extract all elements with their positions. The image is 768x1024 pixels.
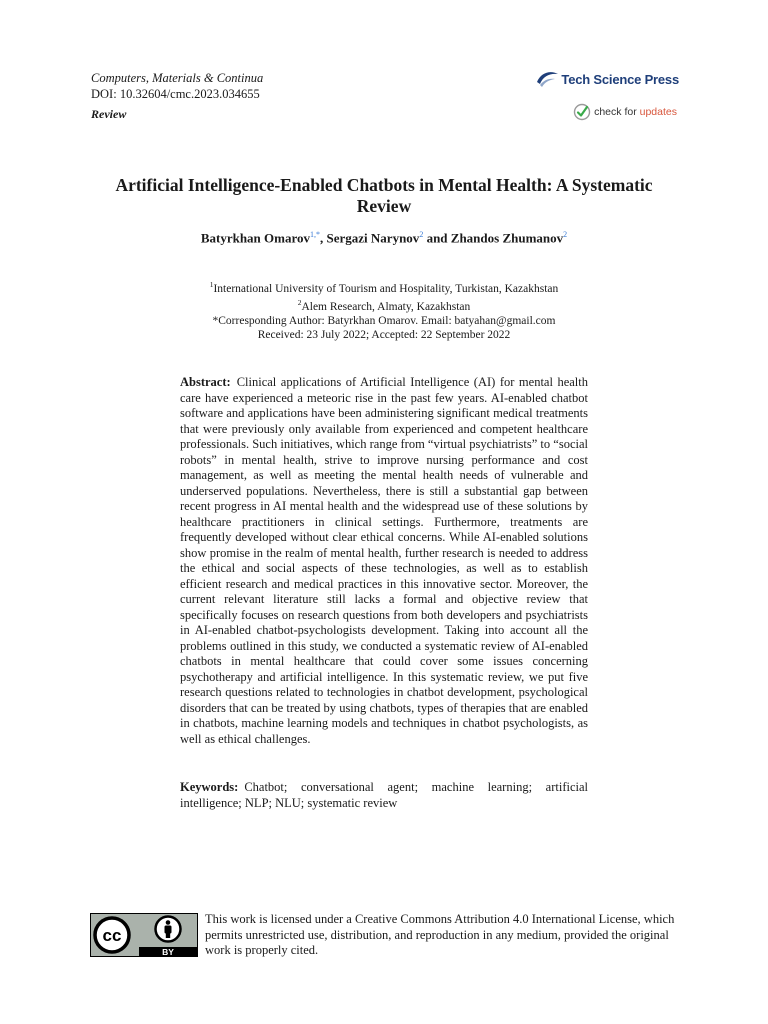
article-dates: Received: 23 July 2022; Accepted: 22 September 2022	[257, 328, 511, 341]
affiliation-number: 1	[209, 280, 214, 289]
author-list	[90, 230, 678, 246]
check-for-updates-badge[interactable]	[573, 103, 677, 121]
abstract	[180, 375, 588, 747]
affiliations-block	[90, 278, 678, 342]
corresponding-author: *Corresponding Author: Batyrkhan Omarov. Email: batyahan@gmail.com	[212, 314, 556, 327]
keywords-label: Keywords:	[180, 780, 239, 794]
author-separator: ,	[320, 230, 327, 246]
check-circle-icon	[573, 103, 591, 121]
check-for-updates-label	[594, 106, 677, 118]
publisher-swoosh-icon	[535, 68, 559, 90]
author-name[interactable]: Zhandos Zhumanov	[450, 230, 564, 246]
author-mark[interactable]: 2	[419, 230, 424, 239]
check-accent: updates	[639, 106, 677, 118]
publisher-logo[interactable]	[535, 68, 679, 90]
affiliation	[90, 296, 678, 314]
author-name[interactable]: Batyrkhan Omarov	[200, 230, 311, 246]
publisher-name: Tech Science Press	[561, 71, 679, 87]
cc-by-license-badge[interactable]	[90, 913, 198, 957]
keywords	[180, 780, 588, 811]
article-title: Artificial Intelligence-Enabled Chatbots in Mental Health: A Systematic Review	[115, 175, 653, 216]
abstract-text: Clinical applications of Artificial Intelligence (AI) for mental health care have experienced a meteoric rise in the past few years. AI-enabled chatbot software and applications have been administering significant medical treatments that were previously only available from experienced and competent healthcare professionals. Such initiatives, which range from “virtual psychiatrists” to “social robots” in mental health, strive to improve nursing performance and cost management, as well as meeting the mental health needs of vulnerable and underserved populations. Nevertheless, there is still a substantial gap between recent progress in AI mental health and the widespread use of these solutions by healthcare practitioners in clinical settings. Furthermore, treatments are frequently developed without clear ethical concerns. While AI-enabled solutions show promise in the realm of mental health, further research is needed to address the ethical and social aspects of these technologies, as well as to establish efficient research and medical practices in this innovative sector. Moreover, the current relevant literature still lacks a formal and objective review that specifically focuses on research questions from both developers and psychiatrists in AI-enabled chatbot-psychologists development. Taking into account all the problems outlined in this study, we conducted a systematic review of AI-enabled chatbots in mental healthcare that could cover some issues concerning psychotherapy and artificial intelligence. In this systematic review, we put five research questions related to technologies in chatbot development, psychological disorders that can be treated by using chatbots, types of therapies that are enabled in chatbots, machine learning models and techniques in chatbot psychologists, as well as ethical challenges.	[180, 375, 588, 746]
license-text: This work is licensed under a Creative Commons Attribution 4.0 International License, which permits unrestricted use, distribution, and reproduction in any medium, provided the original work is properly cited.	[205, 912, 675, 957]
affiliation	[90, 278, 678, 296]
author-mark[interactable]: 1,*	[310, 230, 321, 239]
affiliation-text: International University of Tourism and Hospitality, Turkistan, Kazakhstan	[213, 282, 559, 295]
cc-badge-text: cc	[102, 926, 122, 945]
affiliation-number: 2	[297, 297, 302, 307]
article-type: Review	[91, 107, 127, 121]
affiliation-text: Alem Research, Almaty, Kazakhstan	[301, 300, 471, 313]
abstract-label: Abstract:	[180, 375, 231, 389]
check-prefix: check for	[594, 106, 640, 118]
author-name[interactable]: Sergazi Narynov	[326, 230, 420, 246]
author-mark[interactable]: 2	[563, 230, 568, 239]
person-icon	[166, 920, 171, 925]
author-separator: and	[423, 230, 451, 246]
keywords-text: Chatbot; conversational agent; machine learning; artificial intelligence; NLP; NLU; systematic review	[180, 780, 588, 810]
doi[interactable]: DOI: 10.32604/cmc.2023.034655	[91, 87, 260, 101]
journal-name: Computers, Materials & Continua	[91, 71, 264, 85]
by-badge-text: BY	[162, 947, 174, 957]
